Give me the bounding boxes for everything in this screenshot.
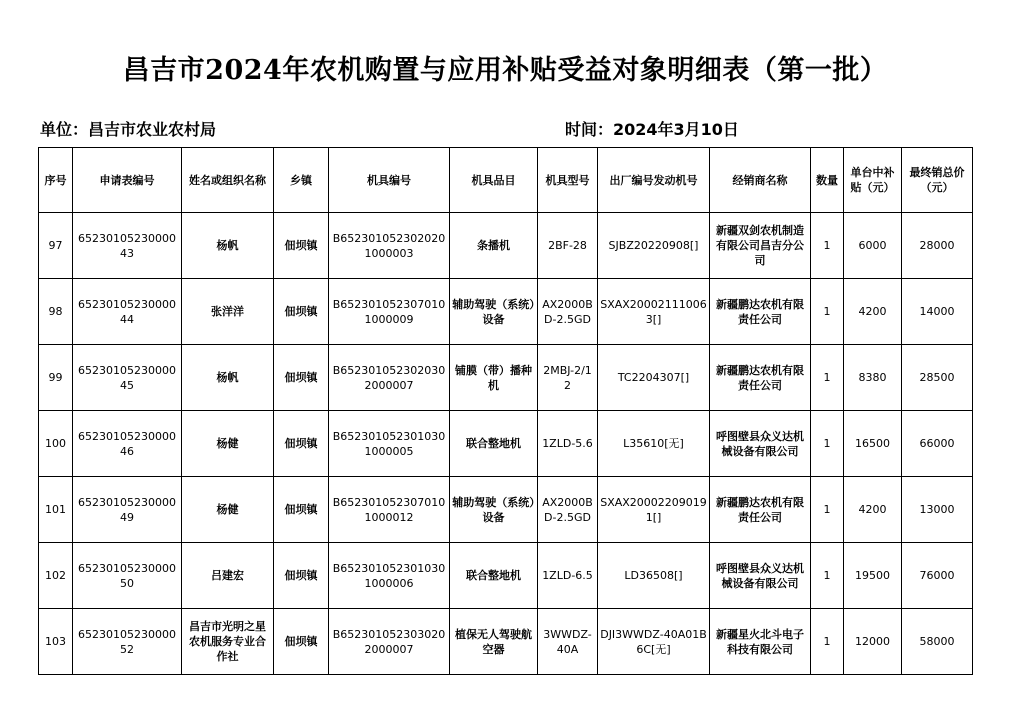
- cell-model: 2MBJ-2/12: [538, 345, 598, 411]
- cell-serial-no: SJBZ20220908[]: [598, 213, 710, 279]
- cell-machine-no: B6523010523070101000012: [329, 477, 450, 543]
- cell-total-price: 14000: [902, 279, 973, 345]
- table-row: [39, 345, 973, 411]
- subsidy-table: [38, 147, 973, 675]
- cell-seq: 98: [39, 279, 73, 345]
- table-row: [39, 213, 973, 279]
- table-body: [39, 213, 973, 675]
- cell-model: AX2000BD-2.5GD: [538, 477, 598, 543]
- cell-quantity: 1: [811, 345, 844, 411]
- cell-town: 佃坝镇: [274, 543, 329, 609]
- cell-dealer: 新疆星火北斗电子科技有限公司: [710, 609, 811, 675]
- header-town: 乡镇: [274, 148, 329, 213]
- cell-town: 佃坝镇: [274, 279, 329, 345]
- cell-town: 佃坝镇: [274, 213, 329, 279]
- cell-application-no: 6523010523000043: [73, 213, 182, 279]
- cell-name: 昌吉市光明之星农机服务专业合作社: [182, 609, 274, 675]
- header-quantity: 数量: [811, 148, 844, 213]
- cell-model: 3WWDZ-40A: [538, 609, 598, 675]
- cell-serial-no: LD36508[]: [598, 543, 710, 609]
- cell-name: 杨健: [182, 477, 274, 543]
- cell-subsidy: 4200: [844, 477, 902, 543]
- cell-quantity: 1: [811, 477, 844, 543]
- cell-category: 铺膜（带）播种机: [450, 345, 538, 411]
- table-row: [39, 411, 973, 477]
- cell-seq: 99: [39, 345, 73, 411]
- table-row: [39, 543, 973, 609]
- cell-application-no: 6523010523000052: [73, 609, 182, 675]
- cell-name: 杨健: [182, 411, 274, 477]
- header-row: [39, 148, 973, 213]
- cell-town: 佃坝镇: [274, 609, 329, 675]
- cell-seq: 102: [39, 543, 73, 609]
- cell-category: 联合整地机: [450, 543, 538, 609]
- cell-dealer: 新疆鹏达农机有限责任公司: [710, 477, 811, 543]
- header-name: 姓名或组织名称: [182, 148, 274, 213]
- cell-name: 杨帆: [182, 345, 274, 411]
- cell-subsidy: 8380: [844, 345, 902, 411]
- cell-name: 吕建宏: [182, 543, 274, 609]
- cell-total-price: 76000: [902, 543, 973, 609]
- cell-application-no: 6523010523000050: [73, 543, 182, 609]
- header-machine-no: 机具编号: [329, 148, 450, 213]
- cell-machine-no: B6523010523030202000007: [329, 609, 450, 675]
- cell-town: 佃坝镇: [274, 411, 329, 477]
- cell-machine-no: B6523010523070101000009: [329, 279, 450, 345]
- cell-model: 2BF-28: [538, 213, 598, 279]
- cell-quantity: 1: [811, 411, 844, 477]
- cell-machine-no: B6523010523010301000005: [329, 411, 450, 477]
- table-row: [39, 477, 973, 543]
- cell-application-no: 6523010523000049: [73, 477, 182, 543]
- cell-model: 1ZLD-6.5: [538, 543, 598, 609]
- header-model: 机具型号: [538, 148, 598, 213]
- cell-town: 佃坝镇: [274, 477, 329, 543]
- cell-total-price: 58000: [902, 609, 973, 675]
- document-title: 昌吉市2024年农机购置与应用补贴受益对象明细表（第一批）: [122, 55, 888, 86]
- cell-application-no: 6523010523000046: [73, 411, 182, 477]
- cell-subsidy: 16500: [844, 411, 902, 477]
- header-category: 机具品目: [450, 148, 538, 213]
- cell-serial-no: TC2204307[]: [598, 345, 710, 411]
- cell-seq: 101: [39, 477, 73, 543]
- header-serial-no: 出厂编号发动机号: [598, 148, 710, 213]
- cell-town: 佃坝镇: [274, 345, 329, 411]
- cell-total-price: 13000: [902, 477, 973, 543]
- cell-category: 联合整地机: [450, 411, 538, 477]
- cell-quantity: 1: [811, 213, 844, 279]
- cell-dealer: 新疆鹏达农机有限责任公司: [710, 345, 811, 411]
- cell-quantity: 1: [811, 543, 844, 609]
- cell-quantity: 1: [811, 609, 844, 675]
- cell-machine-no: B6523010523020302000007: [329, 345, 450, 411]
- cell-category: 条播机: [450, 213, 538, 279]
- cell-subsidy: 12000: [844, 609, 902, 675]
- cell-subsidy: 19500: [844, 543, 902, 609]
- cell-category: 辅助驾驶（系统）设备: [450, 477, 538, 543]
- cell-quantity: 1: [811, 279, 844, 345]
- unit-label: 单位：昌吉市农业农村局: [40, 120, 217, 139]
- cell-machine-no: B6523010523010301000006: [329, 543, 450, 609]
- cell-subsidy: 4200: [844, 279, 902, 345]
- cell-serial-no: SXAX200022090191[]: [598, 477, 710, 543]
- cell-dealer: 呼图壁县众义达机械设备有限公司: [710, 411, 811, 477]
- cell-dealer: 呼图壁县众义达机械设备有限公司: [710, 543, 811, 609]
- header-subsidy: 单台中补贴（元）: [844, 148, 902, 213]
- cell-total-price: 66000: [902, 411, 973, 477]
- cell-dealer: 新疆双剑农机制造有限公司昌吉分公司: [710, 213, 811, 279]
- cell-total-price: 28000: [902, 213, 973, 279]
- cell-serial-no: L35610[无]: [598, 411, 710, 477]
- cell-name: 杨帆: [182, 213, 274, 279]
- cell-application-no: 6523010523000045: [73, 345, 182, 411]
- header-total-price: 最终销总价（元）: [902, 148, 973, 213]
- date-label: 时间：2024年3月10日: [565, 120, 739, 139]
- header-seq: 序号: [39, 148, 73, 213]
- cell-seq: 97: [39, 213, 73, 279]
- cell-subsidy: 6000: [844, 213, 902, 279]
- cell-dealer: 新疆鹏达农机有限责任公司: [710, 279, 811, 345]
- cell-model: AX2000BD-2.5GD: [538, 279, 598, 345]
- cell-seq: 100: [39, 411, 73, 477]
- cell-serial-no: DJI3WWDZ-40A01B6C[无]: [598, 609, 710, 675]
- table-row: [39, 609, 973, 675]
- cell-total-price: 28500: [902, 345, 973, 411]
- cell-category: 植保无人驾驶航空器: [450, 609, 538, 675]
- header-dealer: 经销商名称: [710, 148, 811, 213]
- header-application-no: 申请表编号: [73, 148, 182, 213]
- cell-name: 张洋洋: [182, 279, 274, 345]
- table-row: [39, 279, 973, 345]
- cell-model: 1ZLD-5.6: [538, 411, 598, 477]
- cell-serial-no: SXAX200021110063[]: [598, 279, 710, 345]
- cell-application-no: 6523010523000044: [73, 279, 182, 345]
- cell-machine-no: B6523010523020201000003: [329, 213, 450, 279]
- cell-seq: 103: [39, 609, 73, 675]
- cell-category: 辅助驾驶（系统）设备: [450, 279, 538, 345]
